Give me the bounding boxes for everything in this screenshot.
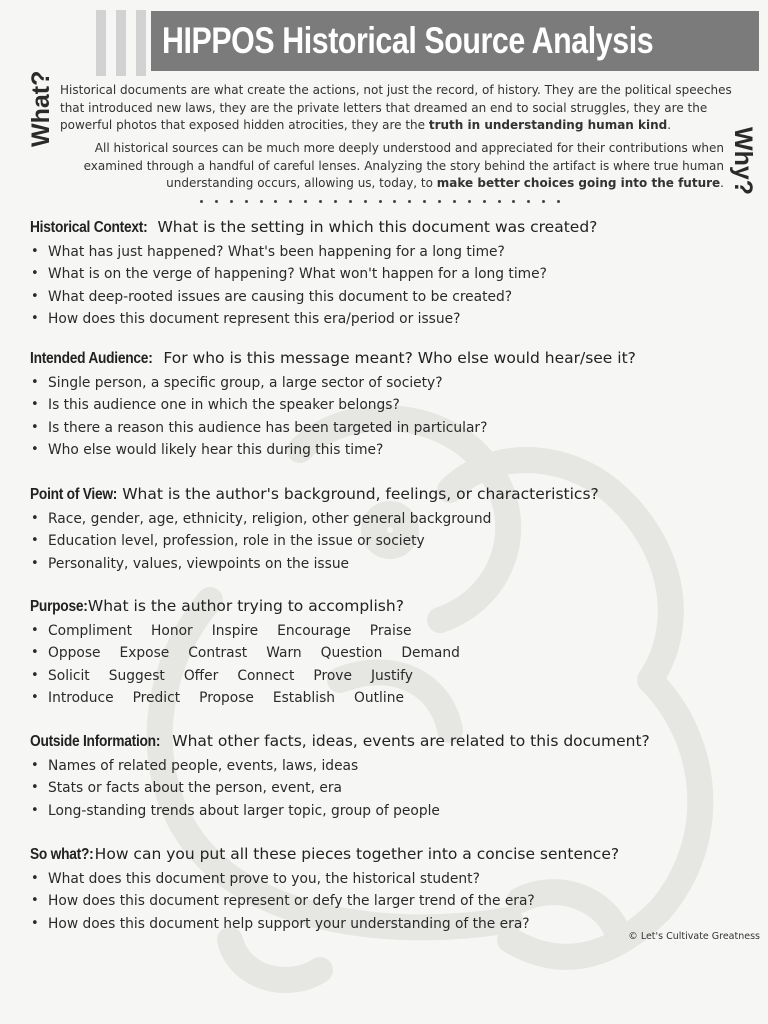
list-item: • Long-standing trends about larger topic, group of people [30, 800, 740, 822]
purpose-word: Inspire [211, 623, 259, 639]
section-question: For who is this message meant? Who else would hear/see it? [158, 349, 636, 367]
purpose-word: Propose [199, 689, 254, 706]
section-point-of-view [30, 483, 740, 575]
section-name: Historical Context: [30, 219, 148, 236]
bullet-list [30, 755, 740, 822]
purpose-word: Compliment [48, 623, 133, 639]
list-item: • Is this audience one in which the speaker belongs? [30, 394, 740, 416]
purpose-word: Oppose [48, 645, 101, 662]
intro-paragraph-what: Historical documents are what create the actions, not just the record, of history. They are the political speeches that introduced new laws, they are the private letters that dreamed an end to social struggles, they are the powerful photos that exposed hidden atrocities, they are the truth in understanding human kind. [60, 83, 732, 132]
list-item: • How does this document represent this era/period or issue? [30, 308, 740, 330]
purpose-word: Justify [370, 667, 413, 684]
purpose-word: Solicit [48, 667, 90, 684]
section-name: Purpose: [30, 598, 88, 615]
purpose-word: Establish [272, 689, 336, 706]
copyright-footer: © Let's Cultivate Greatness [628, 931, 760, 942]
section-so-what [30, 843, 740, 935]
list-item [30, 687, 740, 709]
list-item: • What is on the verge of happening? What won't happen for a long time? [30, 263, 740, 285]
purpose-word: Offer [183, 667, 219, 684]
list-item: • Is there a reason this audience has been targeted in particular? [30, 417, 740, 439]
section-heading [30, 483, 740, 506]
section-heading [30, 730, 740, 753]
list-item: • Single person, a specific group, a large sector of society? [30, 372, 740, 394]
header-decorative-stripes [96, 10, 148, 76]
section-question: What other facts, ideas, events are related to this document? [167, 732, 650, 750]
purpose-word: Expose [119, 645, 170, 662]
section-question: What is the author's background, feelings, or characteristics? [117, 485, 599, 503]
list-item: • Race, gender, age, ethnicity, religion, other general background [30, 508, 740, 530]
section-heading [30, 347, 740, 370]
section-heading [30, 595, 740, 618]
purpose-word: Praise [369, 623, 412, 639]
section-purpose [30, 595, 740, 709]
bullet-list [30, 241, 740, 330]
section-question: How can you put all these pieces together into a concise sentence? [89, 845, 620, 863]
list-item: • What has just happened? What's been happening for a long time? [30, 241, 740, 263]
section-intended-audience [30, 347, 740, 461]
purpose-word-list [30, 620, 740, 709]
list-item: • Education level, profession, role in the issue or society [30, 530, 740, 552]
section-historical-context [30, 216, 740, 330]
bullet-list [30, 508, 740, 575]
purpose-word: Contrast [188, 645, 248, 662]
section-name: Point of View: [30, 486, 118, 503]
list-item: • Personality, values, viewpoints on the issue [30, 553, 740, 575]
side-label-why: Why? [729, 126, 757, 196]
purpose-word: Predict [132, 689, 181, 706]
section-question: What is the setting in which this document was created? [152, 218, 598, 236]
list-item: • How does this document represent or defy the larger trend of the era? [30, 890, 740, 912]
bullet-list [30, 868, 740, 935]
section-outside-information [30, 730, 740, 822]
purpose-word: Demand [401, 645, 460, 662]
page-title: HIPPOS Historical Source Analysis [162, 20, 654, 61]
purpose-word: Outline [354, 689, 404, 706]
list-item: • Who else would likely hear this during this time? [30, 439, 740, 461]
purpose-word: Encourage [277, 623, 351, 639]
list-item: • What deep-rooted issues are causing this document to be created? [30, 286, 740, 308]
section-name: So what?: [30, 846, 94, 863]
purpose-word: Connect [237, 667, 295, 684]
purpose-word: Prove [313, 667, 352, 684]
section-question: What is the author trying to accomplish? [82, 597, 404, 615]
section-name: Outside Information: [30, 733, 161, 750]
side-label-what: What? [27, 70, 55, 148]
purpose-word: Question [320, 645, 383, 662]
list-item: • What does this document prove to you, the historical student? [30, 868, 740, 890]
purpose-word: Warn [266, 645, 302, 662]
purpose-word: Suggest [108, 667, 165, 684]
section-heading [30, 216, 740, 239]
intro-paragraph-why: All historical sources can be much more deeply understood and appreciated for their contributions when examined through a handful of careful lenses. Analyzing the story behind the artifact is where true human understanding occurs, allowing us, today, to make better choices going into the future. [83, 141, 724, 190]
list-item [30, 642, 740, 664]
list-item [30, 665, 740, 687]
list-item [30, 620, 740, 642]
dotted-divider [200, 197, 560, 205]
section-name: Intended Audience: [30, 350, 153, 367]
purpose-word: Honor [151, 623, 193, 639]
list-item: • Stats or facts about the person, event, era [30, 777, 740, 799]
list-item: • How does this document help support your understanding of the era? [30, 913, 740, 935]
section-heading [30, 843, 740, 866]
list-item: • Names of related people, events, laws, ideas [30, 755, 740, 777]
purpose-word: Introduce [48, 689, 114, 706]
bullet-list [30, 372, 740, 461]
